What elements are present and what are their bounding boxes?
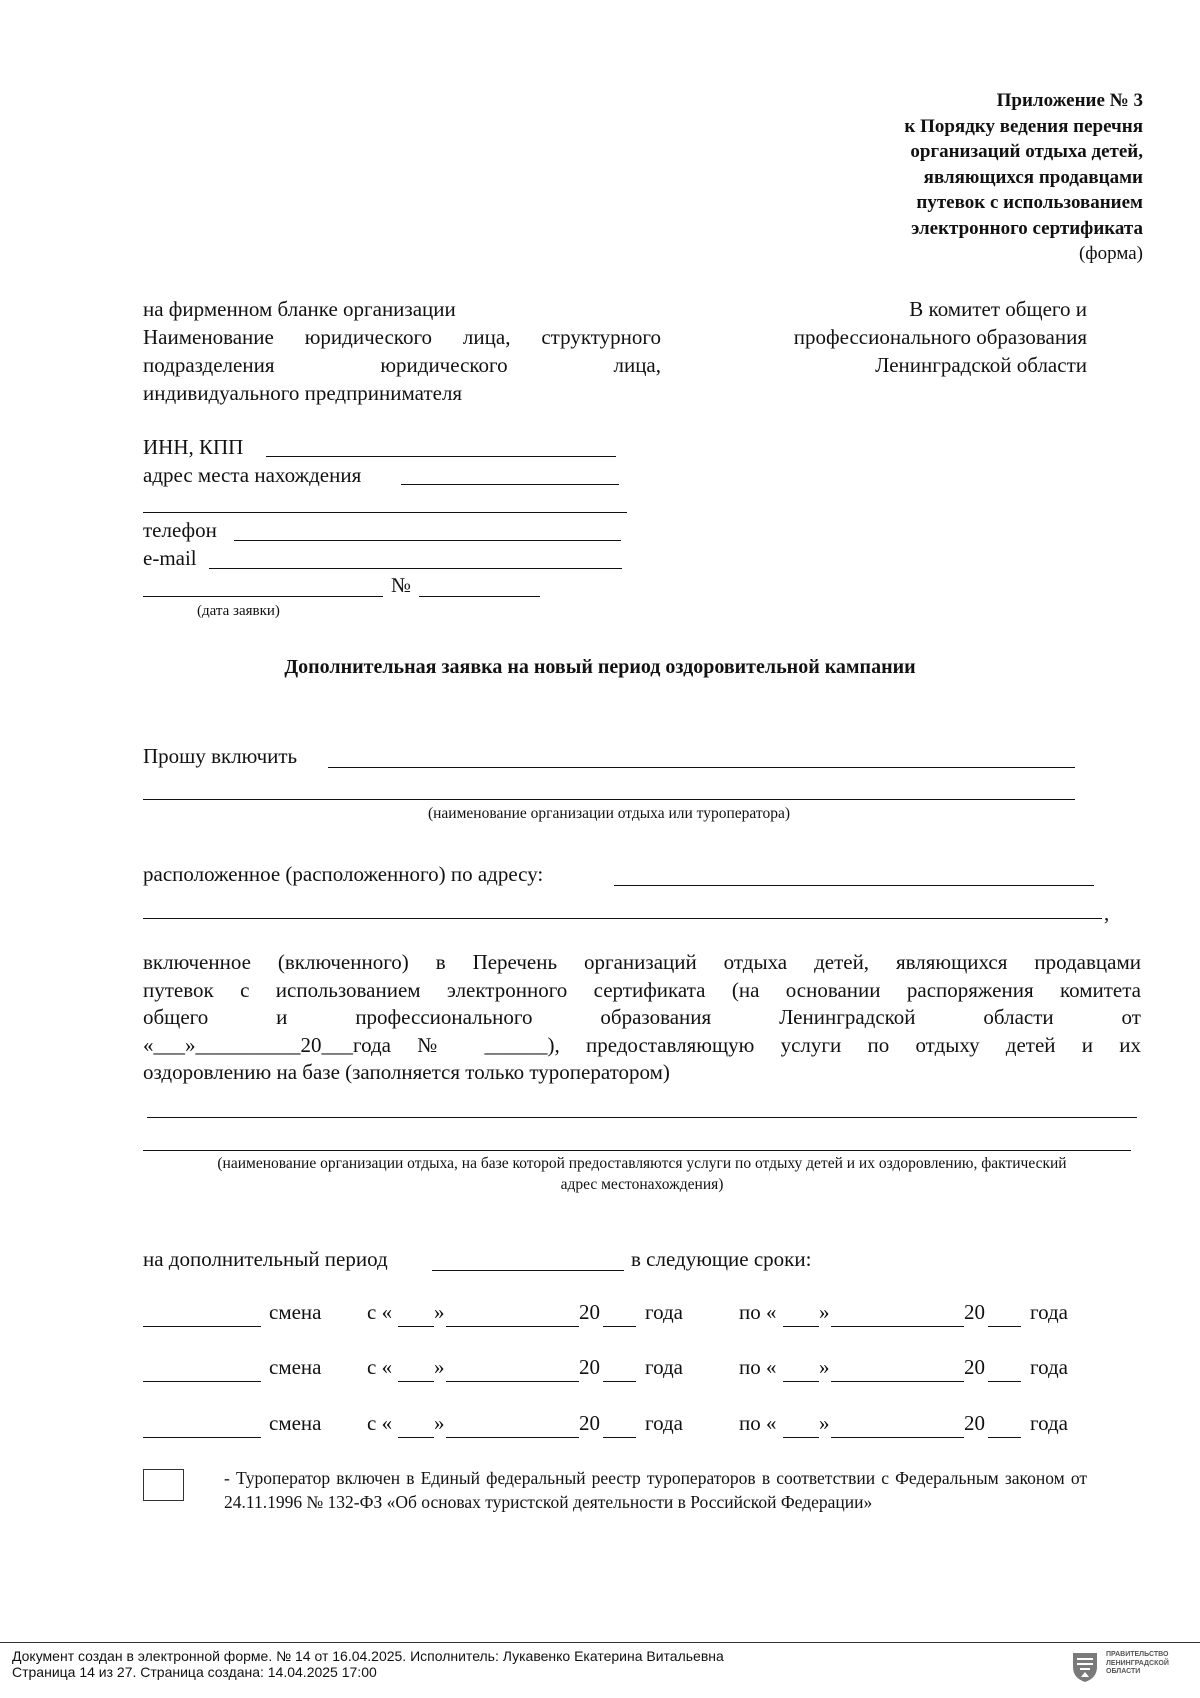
location-comma: ,: [1104, 901, 1110, 925]
government-emblem-icon: [1070, 1650, 1100, 1684]
year-prefix: 20: [964, 1355, 985, 1379]
paragraph-word: образования: [600, 1005, 712, 1029]
recipient-line: профессионального образования: [793, 325, 1087, 349]
organization-field-line2[interactable]: [143, 799, 1075, 800]
paragraph-line-spread: [143, 1004, 1141, 1032]
email-label: e-mail: [143, 546, 197, 570]
to-day-field[interactable]: [783, 1437, 819, 1438]
appendix-line: к Порядку ведения перечня: [904, 115, 1143, 137]
paragraph-word: профессионального: [355, 1005, 533, 1029]
quote-close: »: [434, 1300, 445, 1324]
base-organization-field-line2[interactable]: [143, 1150, 1131, 1151]
to-year-field[interactable]: [988, 1381, 1021, 1382]
footer-line: Страница 14 из 27. Страница создана: 14.04.2025 17:00: [12, 1664, 377, 1680]
shift-word: смена: [269, 1355, 322, 1379]
inn-field[interactable]: [266, 456, 616, 457]
form-note: (форма): [1078, 243, 1143, 264]
to-month-field[interactable]: [831, 1326, 964, 1327]
period-field[interactable]: [432, 1270, 624, 1271]
period-label: на дополнительный период: [143, 1247, 388, 1271]
appendix-line: организаций отдыха детей,: [910, 141, 1143, 162]
from-year-field[interactable]: [603, 1381, 636, 1382]
tour-operator-checkbox[interactable]: [143, 1469, 184, 1501]
from-day-field[interactable]: [398, 1381, 434, 1382]
paragraph-line: оздоровлению на базе (заполняется только туроператором): [143, 1060, 670, 1084]
appendix-line: являющихся продавцами: [923, 166, 1143, 188]
government-label-line: ПРАВИТЕЛЬСТВО: [1106, 1651, 1169, 1658]
to-label: по «: [739, 1300, 777, 1324]
tour-operator-note: - Туроператор включен в Единый федеральный реестр туроператоров в соответствии с Федеральным законом от 24.11.1996 № 132-ФЗ «Об основах туристской деятельности в Российской Федерации»: [224, 1468, 1087, 1512]
paragraph-line: включенное (включенного) в Перечень организаций отдыха детей, являющихся продавцами: [143, 950, 1141, 974]
sender-block: [143, 295, 661, 407]
from-label: с «: [367, 1411, 393, 1435]
government-label-line: ОБЛАСТИ: [1106, 1668, 1141, 1675]
base-caption-2: адрес местонахождения): [560, 1176, 724, 1193]
appendix-line: путевок с использованием: [916, 192, 1143, 213]
quote-close: »: [434, 1355, 445, 1379]
to-day-field[interactable]: [783, 1326, 819, 1327]
year-prefix: 20: [579, 1300, 600, 1324]
year-prefix: 20: [964, 1411, 985, 1435]
inn-label: ИНН, КПП: [143, 435, 244, 459]
quote-close: »: [819, 1355, 830, 1379]
number-sign: №: [391, 573, 412, 597]
date-caption: (дата заявки): [197, 603, 280, 619]
include-label: Прошу включить: [143, 744, 298, 768]
year-word: года: [1030, 1300, 1068, 1324]
year-prefix: 20: [579, 1411, 600, 1435]
to-month-field[interactable]: [831, 1437, 964, 1438]
appendix-line: электронного сертификата: [911, 217, 1143, 239]
year-word: года: [645, 1300, 683, 1324]
paragraph-line: путевок с использованием электронного сертификата (на основании распоряжения комитета: [143, 977, 1141, 1002]
shift-word: смена: [269, 1411, 322, 1435]
from-month-field[interactable]: [446, 1326, 579, 1327]
base-organization-field[interactable]: [147, 1117, 1137, 1118]
organization-caption: (наименование организации отдыха или туроператора): [427, 805, 791, 822]
from-label: с «: [367, 1355, 393, 1379]
year-prefix: 20: [579, 1355, 600, 1379]
terms-label: в следующие сроки:: [631, 1247, 812, 1271]
to-label: по «: [739, 1355, 777, 1379]
sender-name-line: индивидуального предпринимателя: [143, 381, 463, 405]
paragraph-word: области: [983, 1005, 1054, 1029]
footer-divider: [0, 1642, 1200, 1643]
from-day-field[interactable]: [398, 1326, 434, 1327]
year-prefix: 20: [964, 1300, 985, 1324]
paragraph-word: общего: [143, 1005, 209, 1029]
from-month-field[interactable]: [446, 1437, 579, 1438]
sender-name-line: Наименование юридического лица, структурного: [143, 325, 661, 349]
address-field-line2[interactable]: [143, 512, 627, 513]
to-label: по «: [739, 1411, 777, 1435]
year-word: года: [1030, 1355, 1068, 1379]
sender-name-line: подразделения юридического лица,: [143, 353, 661, 377]
to-year-field[interactable]: [988, 1437, 1021, 1438]
shift-word: смена: [269, 1300, 322, 1324]
to-month-field[interactable]: [831, 1381, 964, 1382]
inclusion-paragraph: [143, 949, 1141, 1087]
quote-close: »: [819, 1300, 830, 1324]
paragraph-word: Ленинградской: [779, 1005, 916, 1029]
appendix-header: [813, 88, 1143, 267]
footer-line: Документ создан в электронной форме. № 14 от 16.04.2025. Исполнитель: Лукавенко Екатерина Витальевна: [12, 1648, 724, 1664]
paragraph-word: и: [276, 1005, 288, 1029]
from-day-field[interactable]: [398, 1437, 434, 1438]
recipient-line: В комитет общего и: [909, 297, 1087, 321]
shift-number-field[interactable]: [143, 1326, 261, 1327]
location-field-line2[interactable]: [143, 918, 1102, 919]
shift-row: [143, 1355, 1078, 1385]
location-label: расположенное (расположенного) по адресу:: [143, 862, 544, 886]
year-word: года: [645, 1411, 683, 1435]
from-year-field[interactable]: [603, 1326, 636, 1327]
government-label: [1106, 1651, 1169, 1677]
location-field[interactable]: [614, 885, 1094, 886]
quote-close: »: [434, 1411, 445, 1435]
shift-row: [143, 1411, 1078, 1441]
letterhead-note: на фирменном бланке организации: [143, 297, 456, 321]
document-title: Дополнительная заявка на новый период оздоровительной кампании: [284, 656, 916, 678]
government-label-line: ЛЕНИНГРАДСКОЙ: [1106, 1659, 1169, 1667]
phone-field[interactable]: [234, 540, 621, 541]
base-caption: (наименование организации отдыха, на базе которой предоставляются услуги по отдыху детей и их оздоровлению, фактический: [217, 1155, 1067, 1172]
date-field[interactable]: [143, 596, 383, 597]
shift-number-field[interactable]: [143, 1437, 261, 1438]
address-label: адрес места нахождения: [143, 463, 362, 487]
from-month-field[interactable]: [446, 1381, 579, 1382]
footer-info: [12, 1648, 724, 1680]
year-word: года: [645, 1355, 683, 1379]
quote-close: »: [819, 1411, 830, 1435]
recipient-line: Ленинградской области: [875, 353, 1087, 377]
organization-field[interactable]: [328, 767, 1075, 768]
paragraph-line: «___»__________20___года № ______), предоставляющую услуги по отдыху детей и их: [143, 1032, 1141, 1057]
email-field[interactable]: [209, 568, 622, 569]
shift-row: [143, 1300, 1078, 1330]
shift-number-field[interactable]: [143, 1381, 261, 1382]
address-field[interactable]: [401, 484, 619, 485]
phone-label: телефон: [143, 518, 217, 542]
to-day-field[interactable]: [783, 1381, 819, 1382]
number-field[interactable]: [419, 596, 540, 597]
appendix-title: Приложение № 3: [996, 90, 1143, 111]
from-label: с «: [367, 1300, 393, 1324]
year-word: года: [1030, 1411, 1068, 1435]
to-year-field[interactable]: [988, 1326, 1021, 1327]
recipient-block: [707, 295, 1087, 379]
paragraph-word: от: [1121, 1005, 1141, 1029]
from-year-field[interactable]: [603, 1437, 636, 1438]
